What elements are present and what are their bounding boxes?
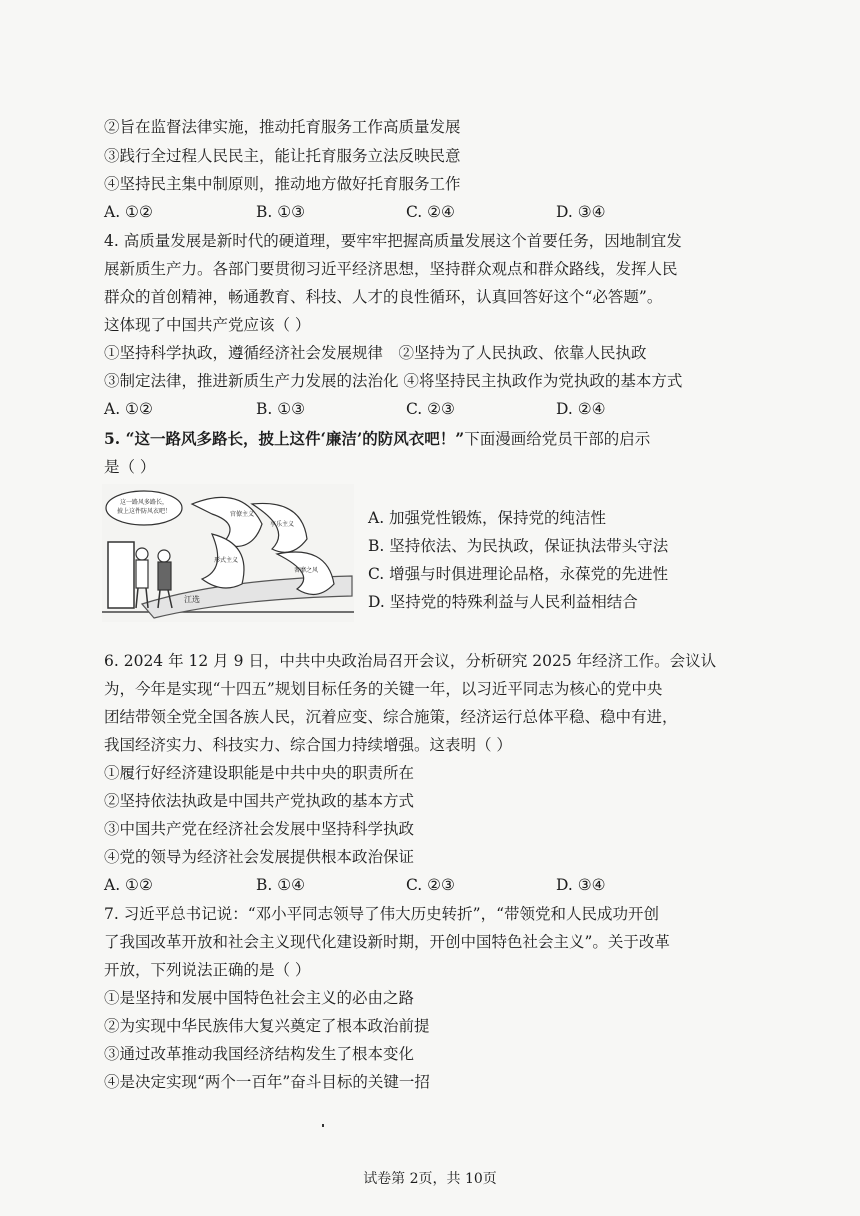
- q6-choices: [104, 874, 764, 896]
- q3-option-4: ④坚持民主集中制原则，推动地方做好托育服务工作: [104, 175, 461, 193]
- q6-choice-a: A. ①②: [104, 876, 153, 894]
- q7-option-1: ①是坚持和发展中国特色社会主义的必由之路: [104, 989, 415, 1007]
- anti-corruption-cartoon: [102, 484, 354, 622]
- q4-stem-line: 展新质生产力。各部门要贯彻习近平经济思想，坚持群众观点和群众路线，发挥人民: [104, 260, 678, 278]
- cartoon-bubble-text-line1: 这一路风多路长，: [119, 499, 169, 506]
- q5-stem-quote: 5. “这一路风多路长，披上这件‘廉洁’的防风衣吧！”: [104, 429, 465, 448]
- q3-option-2: ②旨在监督法律实施，推动托育服务工作高质量发展: [104, 118, 461, 136]
- q6-stem-line: 6. 2024 年 12 月 9 日，中共中央政治局召开会议，分析研究 2025 年经济工作。会议认: [104, 652, 717, 670]
- q4-choices: [104, 398, 764, 420]
- q6-choice-b: B. ①④: [256, 876, 306, 894]
- q7-stem-line: 了我国改革开放和社会主义现代化建设新时期，开创中国特色社会主义”。关于改革: [104, 933, 670, 951]
- q6-option-4: ④党的领导为经济社会发展提供根本政治保证: [104, 848, 415, 866]
- q4-options-1-2: ①坚持科学执政，遵循经济社会发展规律 ②坚持为了人民执政、依靠人民执政: [104, 344, 647, 362]
- q6-stem-line: 团结带领全党全国各族人民，沉着应变、综合施策，经济运行总体平稳、稳中有进，: [104, 708, 678, 726]
- q6-option-2: ②坚持依法执政是中国共产党执政的基本方式: [104, 792, 415, 810]
- q4-choice-c: C. ②③: [406, 400, 455, 418]
- q6-option-1: ①履行好经济建设职能是中共中央的职责所在: [104, 764, 415, 782]
- q6-choice-c: C. ②③: [406, 876, 455, 894]
- cartoon-label: 奢靡之风: [294, 567, 319, 574]
- q6-choice-d: D. ③④: [556, 876, 606, 894]
- q3-choice-b: B. ①③: [256, 203, 306, 221]
- q7-option-2: ②为实现中华民族伟大复兴奠定了根本政治前提: [104, 1017, 430, 1035]
- q4-stem-line: 4. 高质量发展是新时代的硬道理，要牢牢把握高质量发展这个首要任务，因地制宜发: [104, 232, 682, 250]
- q3-choice-a: A. ①②: [104, 203, 153, 221]
- cartoon-label: 形式主义: [214, 557, 239, 564]
- page-footer: 试卷第 2页，共 10页: [363, 1171, 497, 1187]
- q5-choice-d: D. 坚持党的特殊利益与人民利益相结合: [368, 593, 638, 611]
- q6-stem-line: 我国经济实力、科技实力、综合国力持续增强。这表明（ ）: [104, 736, 512, 754]
- q5-stem: [104, 428, 764, 450]
- stray-mark: [322, 1124, 324, 1127]
- q5-choice-a: A. 加强党性锻炼，保持党的纯洁性: [368, 509, 607, 527]
- q4-stem-line: 群众的首创精神，畅通教育、科技、人才的良性循环，认真回答好这个“必答题”。: [104, 288, 663, 306]
- q6-stem-line: 为，今年是实现“十四五”规划目标任务的关键一年，以习近平同志为核心的党中央: [104, 680, 663, 698]
- q7-stem-line: 开放，下列说法正确的是（ ）: [104, 961, 311, 979]
- q5-stem-line2: 是（ ）: [104, 458, 156, 476]
- q7-option-4: ④是决定实现“两个一百年”奋斗目标的关键一招: [104, 1073, 430, 1091]
- q5-choice-c: C. 增强与时俱进理论品格，永葆党的先进性: [368, 565, 669, 583]
- cartoon-label: 享乐主义: [270, 521, 295, 528]
- cartoon-bubble-text-line2: 披上这件防风衣吧！: [116, 508, 172, 515]
- q4-choice-a: A. ①②: [104, 400, 153, 418]
- q6-option-3: ③中国共产党在经济社会发展中坚持科学执政: [104, 820, 415, 838]
- cartoon-label: 江选: [184, 595, 200, 604]
- q3-choices: [104, 201, 764, 223]
- q3-choice-d: D. ③④: [556, 203, 606, 221]
- q3-choice-c: C. ②④: [406, 203, 455, 221]
- q7-stem-line: 7. 习近平总书记说：“邓小平同志领导了伟大历史转折”，“带领党和人民成功开创: [104, 905, 659, 923]
- cartoon-label: 官僚主义: [230, 511, 255, 518]
- q3-option-3: ③践行全过程人民民主，能让托育服务立法反映民意: [104, 147, 461, 165]
- q7-option-3: ③通过改革推动我国经济结构发生了根本变化: [104, 1045, 415, 1063]
- q4-options-3-4: ③制定法律，推进新质生产力发展的法治化 ④将坚持民主执政作为党执政的基本方式: [104, 372, 683, 390]
- q4-stem-line: 这体现了中国共产党应该（ ）: [104, 316, 311, 334]
- q4-choice-d: D. ②④: [556, 400, 606, 418]
- q5-stem-rest: 下面漫画给党员干部的启示: [464, 430, 651, 448]
- q4-choice-b: B. ①③: [256, 400, 306, 418]
- q5-choice-b: B. 坚持依法、为民执政，保证执法带头守法: [368, 537, 669, 555]
